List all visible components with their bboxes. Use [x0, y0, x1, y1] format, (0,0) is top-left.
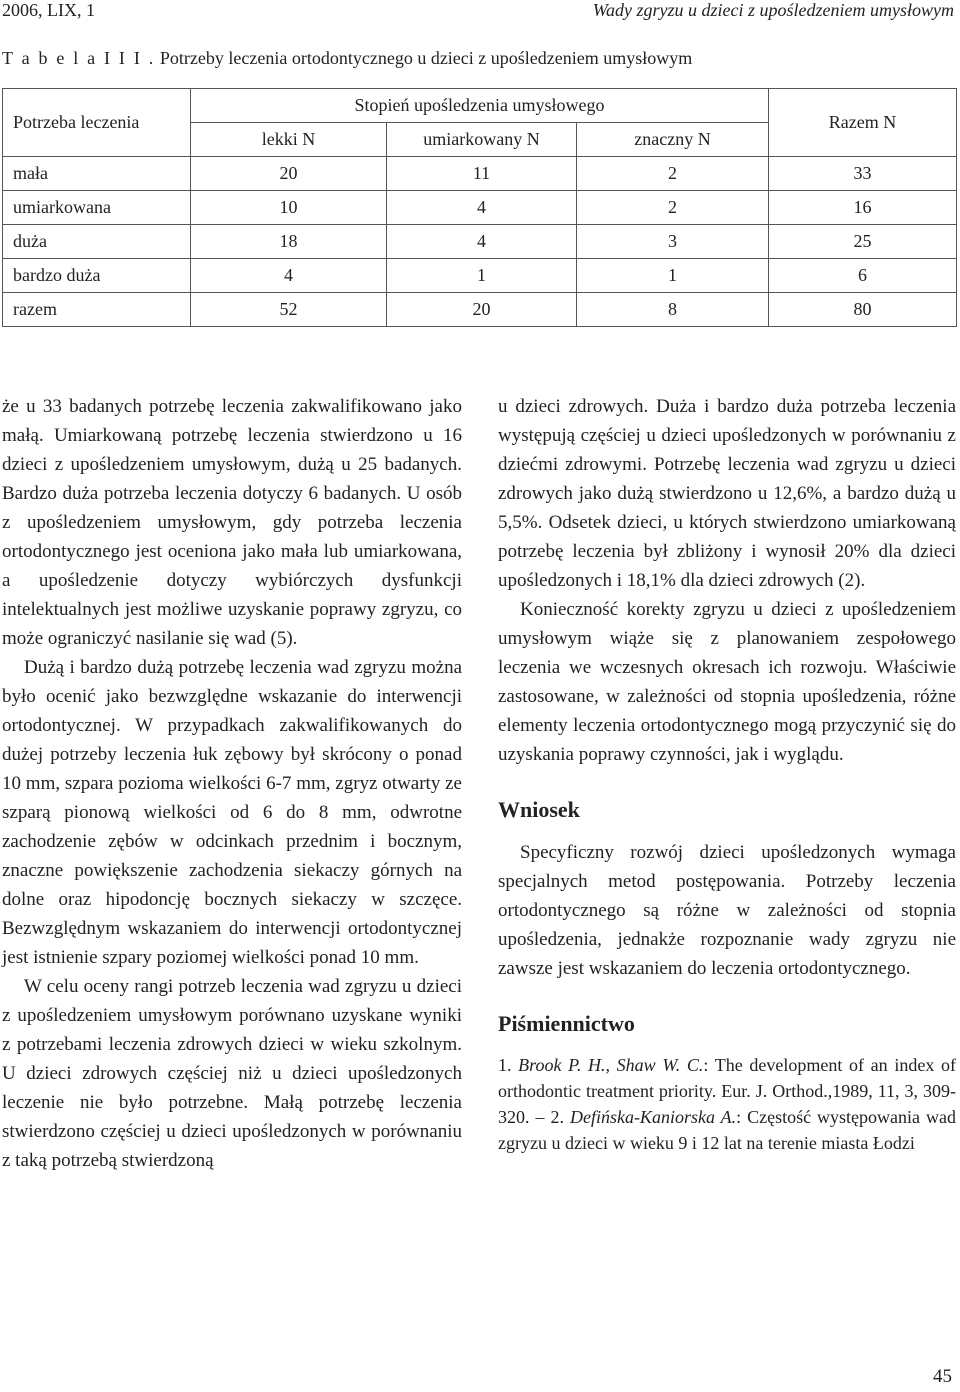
paragraph: W celu oceny rangi potrzeb leczenia wad zgryzu u dzieci z upośledzeniem umysłowym porównano uzyskane wyniki z potrzebami leczenia zdrowych dzieci w wieku szkolnym. U dzieci zdrowych częściej niż u dzieci upośledzonych leczenie nie było potrzebne. Małą potrzebę leczenia stwierdzono częściej u dzieci upośledzonych w porównaniu z taką potrzebą stwierdzoną: [2, 976, 462, 1171]
header-mild: lekki N: [191, 123, 387, 157]
row-label: duża: [3, 225, 191, 259]
cell-mild: 4: [191, 259, 387, 293]
table-header-row: [3, 89, 957, 123]
cell-moderate: 11: [387, 157, 577, 191]
cell-severe: 8: [577, 293, 769, 327]
paragraph: Specyficzny rozwój dzieci upośledzonych wymaga specjalnych metod postępowania. Potrzeby leczenia ortodontycznego są różne w zależności od stopnia upośledzenia, jednakże rozpoznanie wady zgryzu nie zawsze jest wskazaniem do leczenia ortodontycznego.: [498, 842, 956, 979]
cell-severe: 2: [577, 157, 769, 191]
cell-mild: 10: [191, 191, 387, 225]
reference-list: [498, 1052, 956, 1156]
table-row: [3, 293, 957, 327]
header-total: Razem N: [769, 89, 957, 157]
paragraph: u dzieci zdrowych. Duża i bardzo duża potrzeba leczenia występują częściej u dzieci upośledzonych w porównaniu z dziećmi zdrowymi. Potrzebę leczenia wad zgryzu u dzieci zdrowych jako dużą stwierdzono u 12,6%, a bardzo dużą u 5,5%. Odsetek dzieci, u których stwierdzono umiarkowaną potrzebę leczenia był zbliżony i wynosił 20% dla dzieci upośledzonych i 18,1% dla dzieci zdrowych (2).: [498, 396, 956, 591]
cell-mild: 20: [191, 157, 387, 191]
row-label: umiarkowana: [3, 191, 191, 225]
cell-severe: 1: [577, 259, 769, 293]
right-column: [498, 392, 956, 1156]
ref-author: Defińska-Kaniorska A.: [569, 1107, 737, 1127]
page-number: 45: [933, 1366, 952, 1387]
left-column: [2, 392, 462, 1175]
paragraph: że u 33 badanych potrzebę leczenia zakwalifikowano jako małą. Umiarkowaną potrzebę leczenia stwierdzono u 16 dzieci z upośledzeniem umysłowym, dużą u 25 badanych. Bardzo duża potrzeba leczenia dotyczy 6 badanych. U osób z upośledzeniem umysłowym, gdy potrzeba leczenia ortodontycznego jest oceniona jako mała lub umiarkowana, a upośledzenie dotyczy wybiórczych dysfunkcji intelektualnych jest możliwe uzyskanie poprawy zgryzu, co może ograniczyć nasilanie się wad (5).: [2, 396, 462, 649]
ref-text: : Częstość występowania wad zgryzu u dzieci w wieku 9 i 12 lat na terenie miasta Łodzi: [498, 1107, 956, 1153]
running-header-right: Wady zgryzu u dzieci z upośledzeniem umysłowym: [592, 0, 954, 20]
section-heading-conclusion: Wniosek: [498, 797, 580, 822]
cell-mild: 18: [191, 225, 387, 259]
cell-total: 6: [769, 259, 957, 293]
ref-author: Brook P. H., Shaw W. C.: [518, 1055, 704, 1075]
cell-total: 80: [769, 293, 957, 327]
header-group: Stopień upośledzenia umysłowego: [191, 89, 769, 123]
cell-total: 25: [769, 225, 957, 259]
header-severe: znaczny N: [577, 123, 769, 157]
section-heading-references: Piśmiennictwo: [498, 1011, 635, 1036]
cell-severe: 2: [577, 191, 769, 225]
paragraph: Dużą i bardzo dużą potrzebę leczenia wad zgryzu można było ocenić jako bezwzględne wskazanie do interwencji ortodontycznej. W przypadkach zakwalifikowanych do dużej potrzeby leczenia łuk zębowy był skrócony o ponad 10 mm, szpara pozioma wielkości 6-7 mm, zgryz otwarty ze szparą pionową wielkości od 6 do 8 mm, odwrotne zachodzenie zębów w odcinkach przednim i bocznym, znaczne powiększenie zachodzenia siekaczy górnych na dolne oraz hipodoncję bocznych siekaczy w szczęce. Bezwzględnym wskazaniem do interwencji ortodontycznej jest istnienie szpary poziomej wielkości ponad 10 mm.: [2, 657, 462, 968]
cell-severe: 3: [577, 225, 769, 259]
table-caption-label: T a b e l a I I I .: [2, 48, 156, 68]
header-moderate: umiarkowany N: [387, 123, 577, 157]
cell-moderate: 4: [387, 191, 577, 225]
row-label: mała: [3, 157, 191, 191]
row-label: razem: [3, 293, 191, 327]
ref-text: : The development of an index of orthodontic treatment priority. Eur. J. Orthod.,1989, 11, 3, 309-320. – 2.: [498, 1055, 956, 1127]
header-need: Potrzeba leczenia: [3, 89, 191, 157]
cell-moderate: 4: [387, 225, 577, 259]
treatment-need-table: [2, 88, 957, 327]
cell-moderate: 20: [387, 293, 577, 327]
paragraph: Konieczność korekty zgryzu u dzieci z upośledzeniem umysłowym wiąże się z planowaniem zespołowego leczenia we wczesnych okresach ich rozwoju. Właściwie zastosowane, w zależności od stopnia upośledzenia, różne elementy leczenia ortodontycznego mogą przyczynić się do uzyskania poprawy czynności, jak i wyglądu.: [498, 599, 956, 765]
running-header-left: 2006, LIX, 1: [2, 0, 95, 20]
table-row: [3, 225, 957, 259]
cell-total: 33: [769, 157, 957, 191]
cell-moderate: 1: [387, 259, 577, 293]
cell-total: 16: [769, 191, 957, 225]
table-row: [3, 259, 957, 293]
table-caption-text: Potrzeby leczenia ortodontycznego u dzieci z upośledzeniem umysłowym: [155, 48, 693, 68]
table-caption: [2, 48, 692, 69]
table-row: [3, 191, 957, 225]
row-label: bardzo duża: [3, 259, 191, 293]
ref-number: 1.: [498, 1055, 519, 1075]
table-row: [3, 157, 957, 191]
cell-mild: 52: [191, 293, 387, 327]
